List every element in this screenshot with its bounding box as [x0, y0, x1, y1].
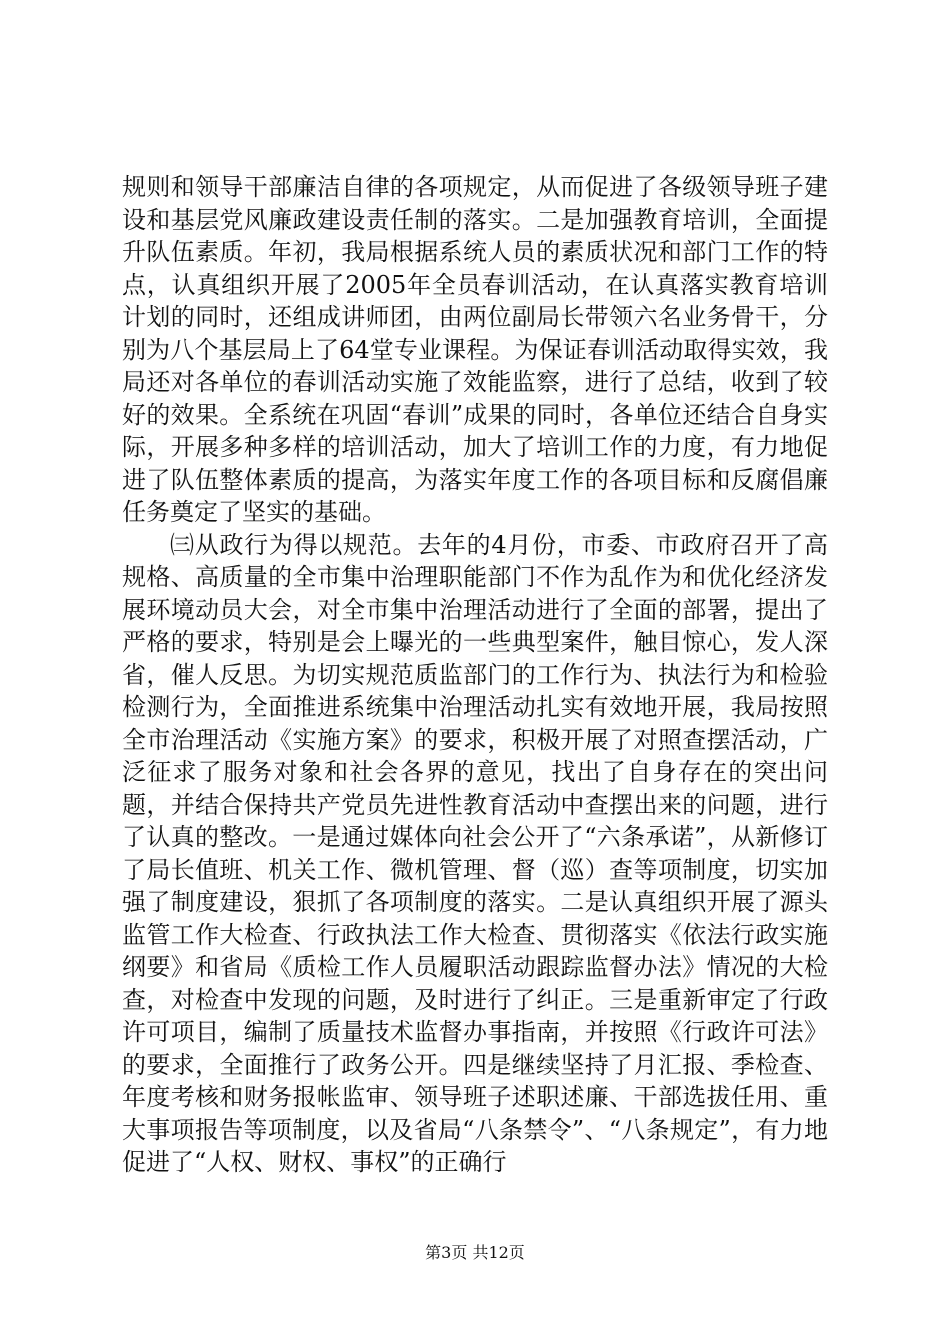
document-body	[122, 171, 828, 1179]
paragraph-section-3: ㈢从政行为得以规范。去年的4月份，市委、市政府召开了高规格、高质量的全市集中治理职能部门不作为乱作为和优化经济发展环境动员大会，对全市集中治理活动进行了全面的部署，提出了严格的要求，特别是会上曝光的一些典型案件，触目惊心，发人深省，催人反思。为切实规范质监部门的工作行为、执法行为和检验检测行为，全面推进系统集中治理活动扎实有效地开展，我局按照全市治理活动《实施方案》的要求，积极开展了对照查摆活动，广泛征求了服务对象和社会各界的意见，找出了自身存在的突出问题，并结合保持共产党员先进性教育活动中查摆出来的问题，进行了认真的整改。一是通过媒体向社会公开了“六条承诺”，从新修订了局长值班、机关工作、微机管理、督（巡）查等项制度，切实加强了制度建设，狠抓了各项制度的落实。二是认真组织开展了源头监管工作大检查、行政执法工作大检查、贯彻落实《依法行政实施纲要》和省局《质检工作人员履职活动跟踪监督办法》情况的大检查，对检查中发现的问题，及时进行了纠正。三是重新审定了行政许可项目，编制了质量技术监督办事指南，并按照《行政许可法》的要求，全面推行了政务公开。四是继续坚持了月汇报、季检查、年度考核和财务报帐监审、领导班子述职述廉、干部选拔任用、重大事项报告等项制度，以及省局“八条禁令”、“八条规定”，有力地促进了“人权、财权、事权”的正确行	[122, 530, 828, 1176]
page-footer: 第3页 共12页	[425, 1243, 525, 1262]
paragraph-continued: 规则和领导干部廉洁自律的各项规定，从而促进了各级领导班子建设和基层党风廉政建设责任制的落实。二是加强教育培训，全面提升队伍素质。年初，我局根据系统人员的素质状况和部门工作的特点，认真组织开展了2005年全员春训活动，在认真落实教育培训计划的同时，还组成讲师团，由两位副局长带领六名业务骨干，分别为八个基层局上了64堂专业课程。为保证春训活动取得实效，我局还对各单位的春训活动实施了效能监察，进行了总结，收到了较好的效果。全系统在巩固“春训”成果的同时，各单位还结合自身实际，开展多种多样的培训活动，加大了培训工作的力度，有力地促进了队伍整体素质的提高，为落实年度工作的各项目标和反腐倡廉任务奠定了坚实的基础。	[122, 173, 828, 526]
